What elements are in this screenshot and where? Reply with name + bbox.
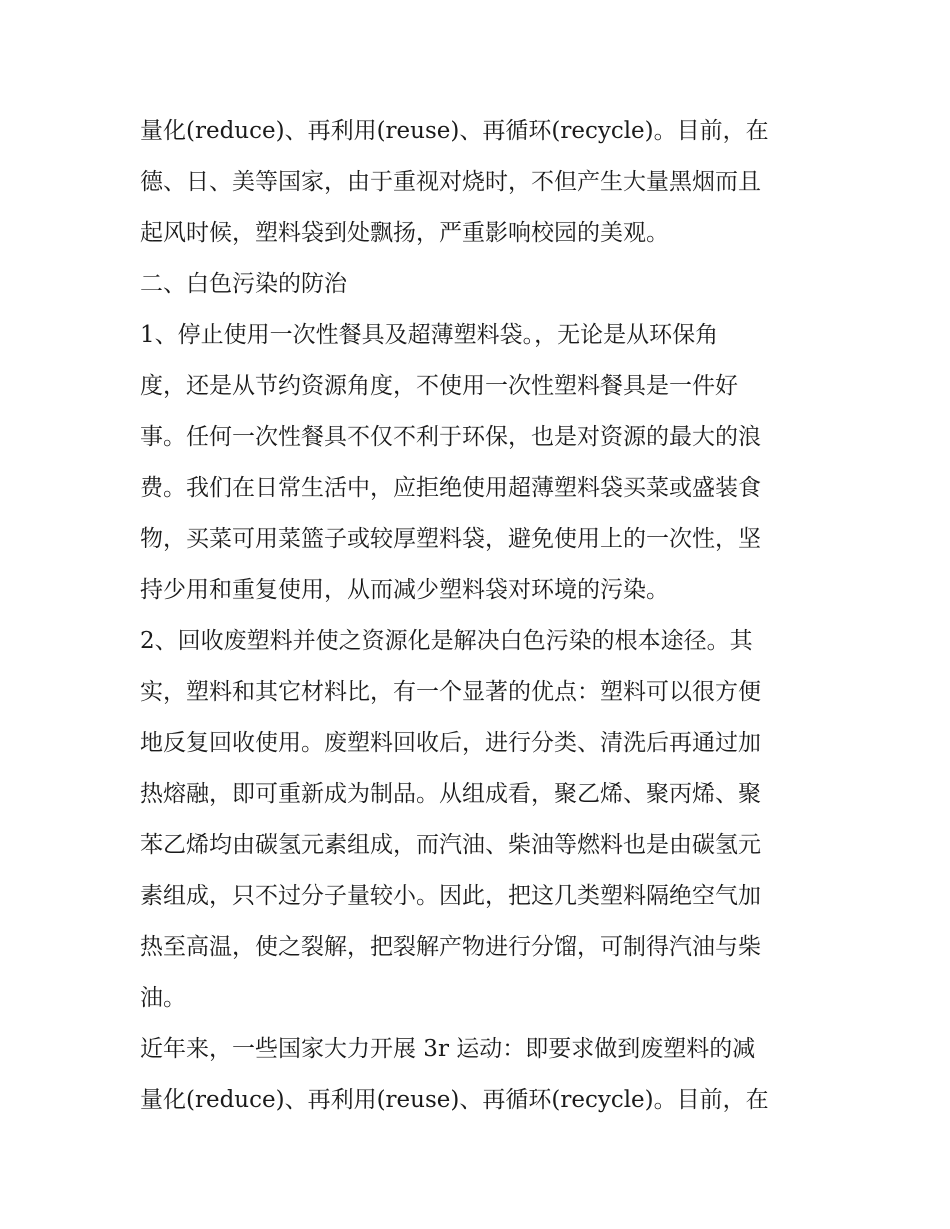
body-line: 2、回收废塑料并使之资源化是解决白色污染的根本途径。其 — [140, 628, 753, 654]
document-body — [140, 106, 830, 1126]
body-line: 德、日、美等国家，由于重视对烧时，不但产生大量黑烟而且 — [140, 169, 761, 195]
body-line: 热至高温，使之裂解，把裂解产物进行分馏，可制得汽油与柴 — [140, 934, 761, 960]
body-line: 地反复回收使用。废塑料回收后，进行分类、清洗后再通过加 — [140, 730, 761, 756]
body-line: 近年来，一些国家大力开展 3r 运动：即要求做到废塑料的减 — [140, 1036, 756, 1062]
body-line: 起风时候，塑料袋到处飘扬，严重影响校园的美观。 — [140, 220, 669, 246]
body-line: 持少用和重复使用，从而减少塑料袋对环境的污染。 — [140, 577, 669, 603]
body-line: 素组成，只不过分子量较小。因此，把这几类塑料隔绝空气加 — [140, 883, 761, 909]
body-line: 油。 — [140, 985, 186, 1011]
body-line: 费。我们在日常生活中，应拒绝使用超薄塑料袋买菜或盛装食 — [140, 475, 761, 501]
body-line: 物，买菜可用菜篮子或较厚塑料袋，避免使用上的一次性，坚 — [140, 526, 761, 552]
body-line: 实，塑料和其它材料比，有一个显著的优点：塑料可以很方便 — [140, 679, 761, 705]
body-line: 量化(reduce)、再利用(reuse)、再循环(recycle)。目前，在 — [140, 1087, 769, 1113]
body-line: 热熔融，即可重新成为制品。从组成看，聚乙烯、聚丙烯、聚 — [140, 781, 761, 807]
body-line: 度，还是从节约资源角度，不使用一次性塑料餐具是一件好 — [140, 373, 738, 399]
body-line: 1、停止使用一次性餐具及超薄塑料袋。，无论是从环保角 — [140, 322, 719, 348]
body-line: 事。任何一次性餐具不仅不利于环保，也是对资源的最大的浪 — [140, 424, 761, 450]
body-line: 量化(reduce)、再利用(reuse)、再循环(recycle)。目前，在 — [140, 118, 769, 144]
body-line: 苯乙烯均由碳氢元素组成，而汽油、柴油等燃料也是由碳氢元 — [140, 832, 761, 858]
section-heading: 二、白色污染的防治 — [140, 271, 347, 297]
